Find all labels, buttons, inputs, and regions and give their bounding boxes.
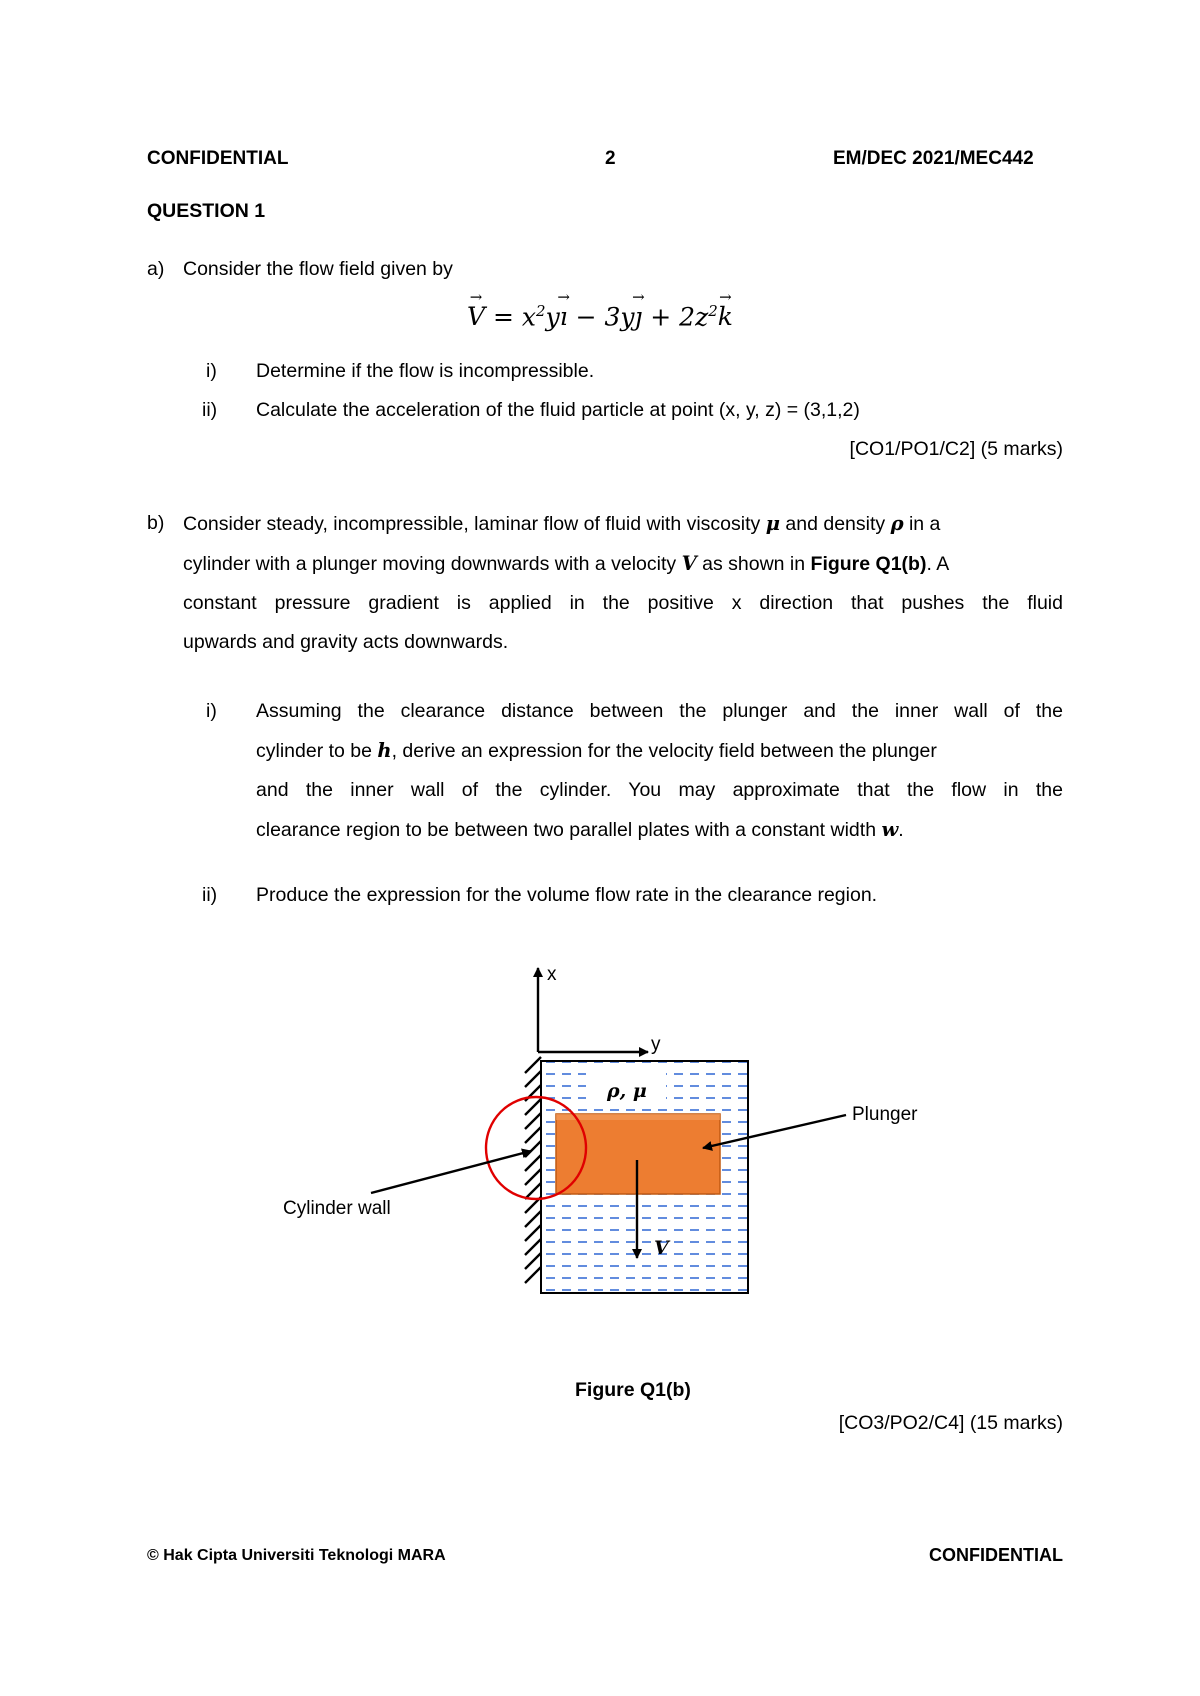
symbol-h: h [377,739,392,762]
part-a-intro: Consider the flow field given by [183,258,453,280]
footer-right: CONFIDENTIAL [929,1545,1063,1565]
figure-reference: Figure Q1(b) [810,553,927,575]
equation-minus: − 3y [567,302,635,332]
part-b-item-i-line-4-text: clearance region to be between two parallel plates with a constant width [256,819,882,841]
part-b-item-i-line-1: Assuming the clearance distance between the plunger and the inner wall of the [256,700,1063,722]
part-b-line-1-text: Consider steady, incompressible, laminar flow of fluid with viscosity [183,513,766,535]
part-a-item-ii-text: Calculate the acceleration of the fluid particle at point (x, y, z) = (3,1,2) [256,399,860,421]
plunger-highlight [556,1114,720,1120]
question-title: QUESTION 1 [147,200,266,222]
symbol-rho: ρ [890,512,904,535]
part-b-item-i-line-2-text: cylinder to be [256,740,378,762]
part-b-line-3: constant pressure gradient is applied in the positive x direction that pushes the fluid [183,592,1063,614]
cylinder-wall-hatching [525,1057,541,1293]
part-b-item-ii-text: Produce the expression for the volume flow rate in the clearance region. [256,884,878,906]
equation-term1-exp: 2 [536,302,546,320]
equation-term3-exp: 2 [708,302,718,320]
header-right: EM/DEC 2021/MEC442 [833,148,1034,169]
cylinder-wall-label: Cylinder wall [283,1198,391,1219]
footer-copyright: © Hak Cipta Universiti Teknologi MARA [147,1547,446,1564]
part-b-item-i-line-4-text-2: . [898,819,904,841]
plunger-label: Plunger [852,1104,918,1125]
part-b-line-2-text-2: as shown in [696,553,811,575]
part-b-item-i-line-2-text-2: , derive an expression for the velocity field between the plunger [391,740,937,762]
part-b-line-1-text-2: and density [779,513,891,535]
part-a-item-i-label: i) [206,360,217,382]
part-b-item-i-line-3: and the inner wall of the cylinder. You may approximate that the flow in the [256,779,1063,801]
part-b-line-2-text: cylinder with a plunger moving downwards with a velocity [183,553,682,575]
figure-caption: Figure Q1(b) [575,1379,691,1401]
part-b-marks: [CO3/PO2/C4] (15 marks) [838,1412,1063,1434]
part-b-item-ii-label: ii) [202,884,218,906]
part-a-item-i-text: Determine if the flow is incompressible. [256,360,595,382]
page-number: 2 [605,148,616,169]
symbol-w: w [881,818,899,841]
part-a-item-ii-label: ii) [202,399,218,421]
fluid-props-label: ρ, μ [607,1080,647,1102]
equation-plus: + 2z [642,302,709,332]
part-b-line-2-text-3: . A [926,553,950,575]
equation-term1-rest: y [545,302,560,332]
header-left: CONFIDENTIAL [147,148,289,169]
axis-x-label: x [547,964,557,985]
part-b-line-1-text-3: in a [903,513,941,535]
equation-unit-i: → ı [560,302,568,331]
equation-unit-j: → ȷ [635,302,643,331]
equation-lhs: → V [467,302,485,331]
symbol-velocity: V [681,552,697,575]
equation-unit-k: → k [718,302,733,331]
part-b-label: b) [147,512,165,534]
wall-leader-line [371,1151,531,1193]
part-a-marks: [CO1/PO1/C2] (5 marks) [849,438,1063,460]
equation-term1-base: x [521,302,537,332]
velocity-label: V [654,1237,669,1259]
axis-y-label: y [651,1034,661,1055]
symbol-mu: μ [765,512,780,535]
part-b-item-i-label: i) [206,700,217,722]
equation-equals: = [485,302,522,332]
part-a-label: a) [147,258,165,280]
part-b-line-4: upwards and gravity acts downwards. [183,631,509,653]
